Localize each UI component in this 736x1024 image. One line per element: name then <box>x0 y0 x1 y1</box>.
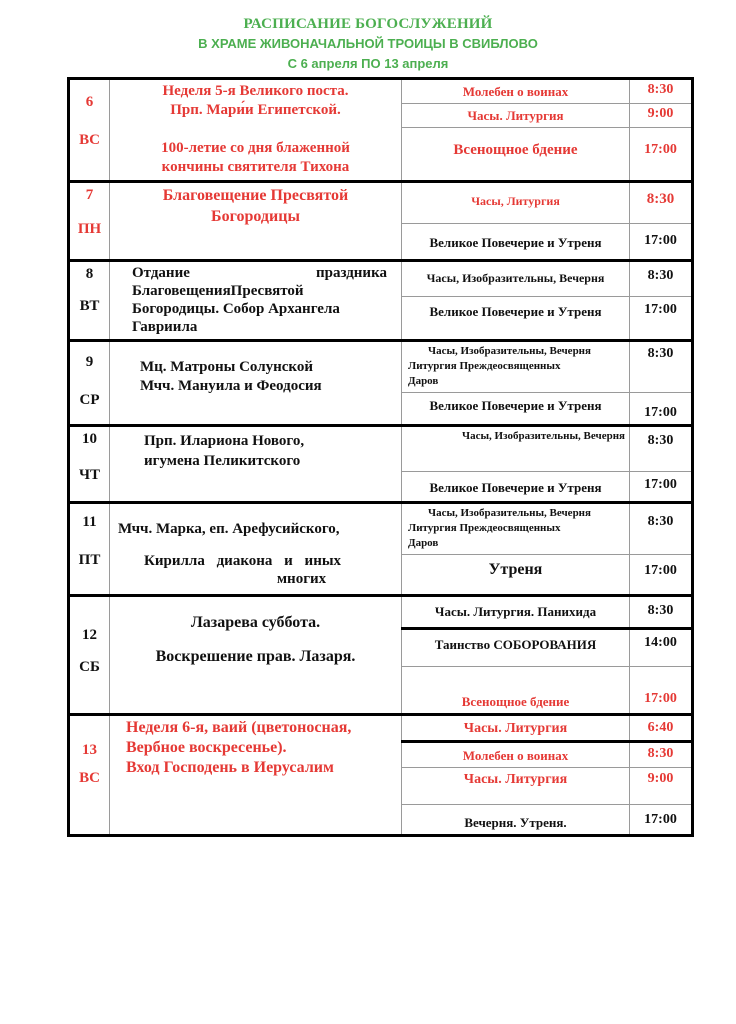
description-line: Прп. Мари́и Египетской. <box>170 102 341 118</box>
day-weekday: ПН <box>77 221 102 237</box>
service-name: Всенощное бдение <box>402 667 630 715</box>
description-line: Богородицы <box>211 208 300 225</box>
description-line: Отдание праздника <box>132 265 387 281</box>
service-time: 8:30 <box>630 261 693 297</box>
service-name: Часы. Литургия <box>402 104 630 128</box>
description-line: Кирилла диакона и иных <box>144 553 342 569</box>
service-name-line: Часы, Изобразительны, Вечерня <box>428 345 591 357</box>
service-name: Всенощное бдение <box>402 128 630 182</box>
day-description <box>110 79 402 182</box>
service-name <box>402 341 630 393</box>
service-name: Вечерня. Утреня. <box>402 805 630 836</box>
church-name: В ХРАМЕ ЖИВОНАЧАЛЬНОЙ ТРОИЦЫ В СВИБЛОВО <box>198 36 538 51</box>
day-date: 12 <box>82 627 97 643</box>
table-row <box>69 341 693 393</box>
service-time: 9:00 <box>630 768 693 805</box>
service-time: 8:30 <box>630 341 693 393</box>
description-line: Мчч. Марка, еп. Арефусийского, <box>118 521 340 537</box>
day-weekday: ВС <box>79 770 100 786</box>
day-description <box>110 596 402 715</box>
description-line: Вербное воскресенье). <box>126 739 287 756</box>
day-date: 11 <box>82 514 97 530</box>
service-time: 8:30 <box>630 503 693 555</box>
description-line: Мц. Матроны Солунской <box>140 359 314 375</box>
service-name <box>402 503 630 555</box>
service-name: Великое Повечерие и Утреня <box>402 472 630 503</box>
service-name: Молебен о воинах <box>402 742 630 768</box>
day-date: 13 <box>82 742 97 758</box>
description-line: Неделя 6-я, ваий (цветоносная, <box>126 719 352 736</box>
description-line: многих <box>276 571 327 587</box>
description-spacer <box>118 538 395 552</box>
service-time: 17:00 <box>630 555 693 596</box>
day-date: 10 <box>82 431 97 447</box>
service-name: Часы. Литургия <box>402 768 630 805</box>
table-row <box>69 182 693 224</box>
day-cell <box>69 503 110 596</box>
day-date: 7 <box>85 187 94 203</box>
table-row <box>69 426 693 472</box>
day-cell <box>69 261 110 341</box>
description-line: Прп. Илариона Нового, <box>144 433 305 449</box>
day-weekday: ВТ <box>79 298 100 314</box>
day-description <box>110 503 402 596</box>
service-time: 6:40 <box>630 715 693 742</box>
day-description <box>110 715 402 836</box>
service-time: 17:00 <box>630 805 693 836</box>
service-time: 9:00 <box>630 104 693 128</box>
day-date: 8 <box>85 266 94 282</box>
day-description <box>110 182 402 261</box>
description-line: Гавриила <box>132 319 198 335</box>
service-name: Часы. Литургия <box>402 715 630 742</box>
description-line: Неделя 5-я Великого поста. <box>162 83 349 99</box>
day-cell <box>69 341 110 426</box>
service-name: Утреня <box>402 555 630 596</box>
table-row <box>69 79 693 104</box>
service-name: Часы. Литургия. Панихида <box>402 596 630 629</box>
description-line: 100-летие со дня блаженной <box>161 140 350 156</box>
service-time: 17:00 <box>630 297 693 341</box>
service-name-line: Литургия Преждеосвященных <box>408 522 561 534</box>
day-weekday: ВС <box>79 132 100 148</box>
service-time: 14:00 <box>630 629 693 667</box>
service-time: 8:30 <box>630 426 693 472</box>
day-date: 6 <box>85 94 94 110</box>
description-line: игумена Пеликитского <box>144 453 301 469</box>
description-line: Благовещение Пресвятой <box>162 187 349 204</box>
service-name: Таинство СОБОРОВАНИЯ <box>402 629 630 667</box>
day-description <box>110 341 402 426</box>
description-line: Мчч. Мануила и Феодосия <box>140 378 322 394</box>
service-time: 17:00 <box>630 472 693 503</box>
service-time: 17:00 <box>630 393 693 426</box>
day-cell <box>69 715 110 836</box>
description-line: Богородицы. Собор Архангела <box>132 301 340 317</box>
table-row <box>69 503 693 555</box>
service-name: Великое Повечерие и Утреня <box>402 297 630 341</box>
service-name-line: Литургия Преждеосвященных <box>408 360 561 372</box>
day-cell <box>69 182 110 261</box>
day-cell <box>69 79 110 182</box>
service-name: Великое Повечерие и Утреня <box>402 224 630 261</box>
day-weekday: ПТ <box>78 552 101 568</box>
schedule-table <box>67 77 694 837</box>
service-time: 17:00 <box>630 224 693 261</box>
service-name: Часы, Изобразительны, Вечерня <box>402 261 630 297</box>
day-weekday: СР <box>79 392 100 408</box>
day-cell <box>69 426 110 503</box>
description-line: Лазарева суббота. <box>190 614 321 631</box>
service-name: Часы, Изобразительны, Вечерня <box>402 426 630 472</box>
day-date: 9 <box>85 354 94 370</box>
service-name-line: Часы, Изобразительны, Вечерня <box>428 507 591 519</box>
service-name: Молебен о воинах <box>402 79 630 104</box>
day-weekday: ЧТ <box>78 467 100 483</box>
description-line: Вход Господень в Иерусалим <box>126 759 334 776</box>
table-row <box>69 596 693 629</box>
service-time: 8:30 <box>630 596 693 629</box>
service-time: 8:30 <box>630 742 693 768</box>
description-line: кончины святителя Тихона <box>161 159 350 175</box>
table-row <box>69 261 693 297</box>
description-spacer <box>116 120 395 139</box>
day-description <box>110 426 402 503</box>
service-time: 8:30 <box>630 182 693 224</box>
day-cell <box>69 596 110 715</box>
table-row <box>69 715 693 742</box>
service-name-line: Даров <box>408 375 439 387</box>
day-weekday: СБ <box>79 659 100 675</box>
schedule-title: РАСПИСАНИЕ БОГОСЛУЖЕНИЙ <box>243 16 493 32</box>
date-range: С 6 апреля ПО 13 апреля <box>287 56 449 71</box>
description-line: БлаговещенияПресвятой <box>132 283 304 299</box>
description-spacer <box>116 633 395 647</box>
day-description <box>110 261 402 341</box>
service-time: 17:00 <box>630 128 693 182</box>
service-time: 8:30 <box>630 79 693 104</box>
description-line: Воскрешение прав. Лазаря. <box>155 648 356 665</box>
service-name-line: Даров <box>408 537 439 549</box>
service-name: Часы, Литургия <box>402 182 630 224</box>
service-time: 17:00 <box>630 667 693 715</box>
service-name: Великое Повечерие и Утреня <box>402 393 630 426</box>
